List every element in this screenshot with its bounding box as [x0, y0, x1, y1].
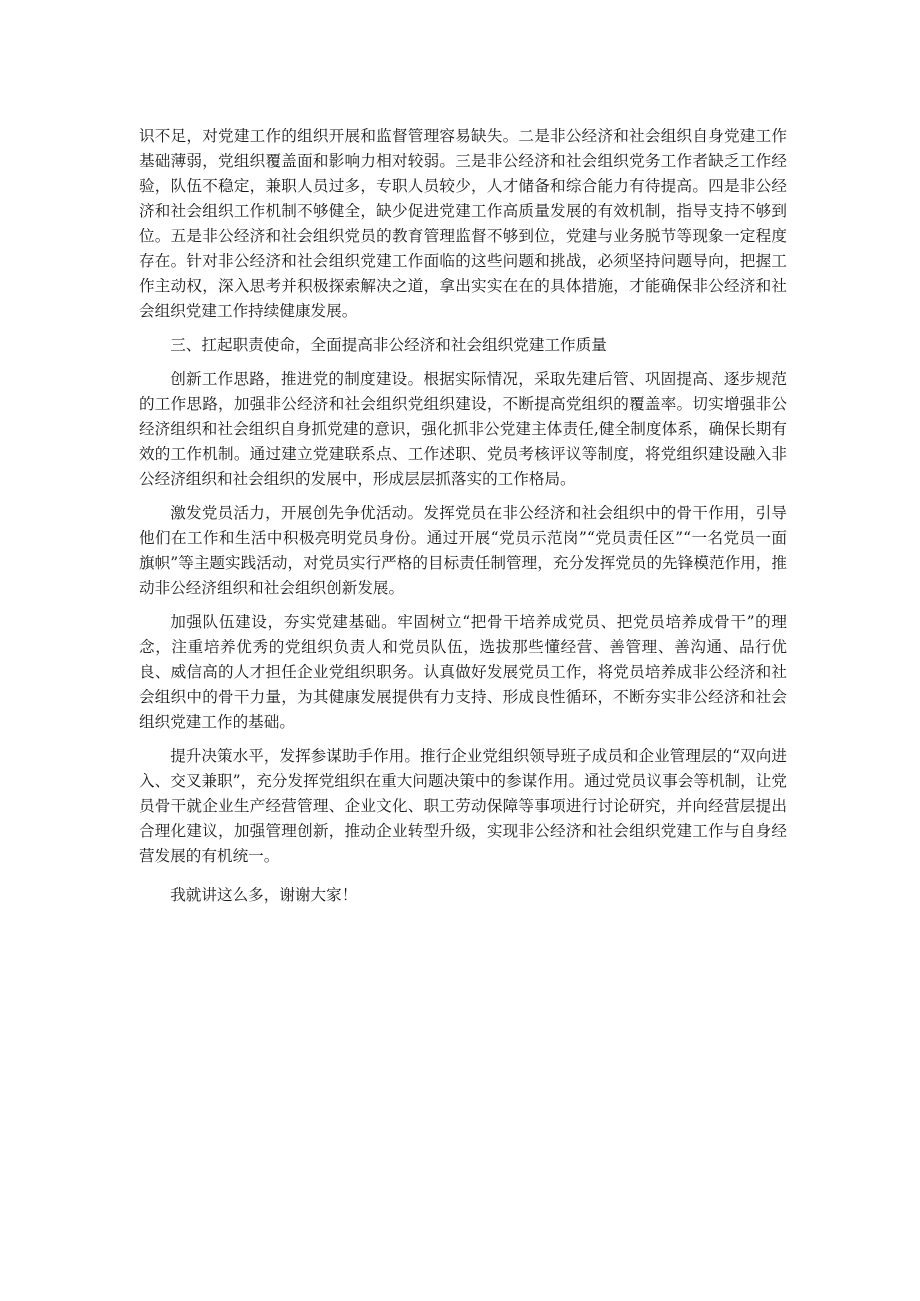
- continuation-paragraph: 识不足，对党建工作的组织开展和监督管理容易缺失。二是非公经济和社会组织自身党建工作基础薄弱，党组织覆盖面和影响力相对较弱。三是非公经济和社会组织党务工作者缺乏工作经验，队伍不稳定，兼职人员过多，专职人员较少，人才储备和综合能力有待提高。四是非公经济和社会组织工作机制不够健全，缺少促进党建工作高质量发展的有效机制，指导支持不够到位。五是非公经济和社会组织党员的教育管理监督不够到位，党建与业务脱节等现象一定程度存在。针对非公经济和社会组织党建工作面临的这些问题和挑战，必须坚持问题导向，把握工作主动权，深入思考并积极探索解决之道，拿出实实在在的具体措施，才能确保非公经济和社会组织党建工作持续健康发展。: [139, 127, 787, 320]
- closing-remark: 我就讲这么多，谢谢大家！: [170, 886, 358, 904]
- document-page: [139, 124, 787, 908]
- body-paragraph: 提升决策水平，发挥参谋助手作用。推行企业党组织领导班子成员和企业管理层的“双向进入、交叉兼职”，充分发挥党组织在重大问题决策中的参谋作用。通过党员议事会等机制，让党员骨干就企业生产经营管理、企业文化、职工劳动保障等事项进行讨论研究，并向经营层提出合理化建议，加强管理创新，推动企业转型升级，实现非公经济和社会组织党建工作与自身经营发展的有机统一。: [139, 747, 787, 865]
- section-heading: 三、扛起职责使命，全面提高非公经济和社会组织党建工作质量: [170, 336, 607, 354]
- body-paragraph: 创新工作思路，推进党的制度建设。根据实际情况，采取先建后管、巩固提高、逐步规范的工作思路，加强非公经济和社会组织党组织建设，不断提高党组织的覆盖率。切实增强非公经济组织和社会组织自身抓党建的意识，强化抓非公党建主体责任,健全制度体系，确保长期有效的工作机制。通过建立党建联系点、工作述职、党员考核评议等制度，将党组织建设融入非公经济组织和社会组织的发展中，形成层层抓落实的工作格局。: [139, 370, 787, 488]
- body-paragraph: 加强队伍建设，夯实党建基础。牢固树立“把骨干培养成党员、把党员培养成骨干”的理念，注重培养优秀的党组织负责人和党员队伍，选拔那些懂经营、善管理、善沟通、品行优良、威信高的人才担任企业党组织职务。认真做好发展党员工作，将党员培养成非公经济和社会组织中的骨干力量，为其健康发展提供有力支持、形成良性循环，不断夯实非公经济和社会组织党建工作的基础。: [139, 613, 787, 731]
- body-paragraph: 激发党员活力，开展创先争优活动。发挥党员在非公经济和社会组织中的骨干作用，引导他们在工作和生活中积极亮明党员身份。通过开展“党员示范岗”“党员责任区”“一名党员一面旗帜”等主题实践活动，对党员实行严格的目标责任制管理，充分发挥党员的先锋模范作用，推动非公经济组织和社会组织创新发展。: [139, 504, 787, 597]
